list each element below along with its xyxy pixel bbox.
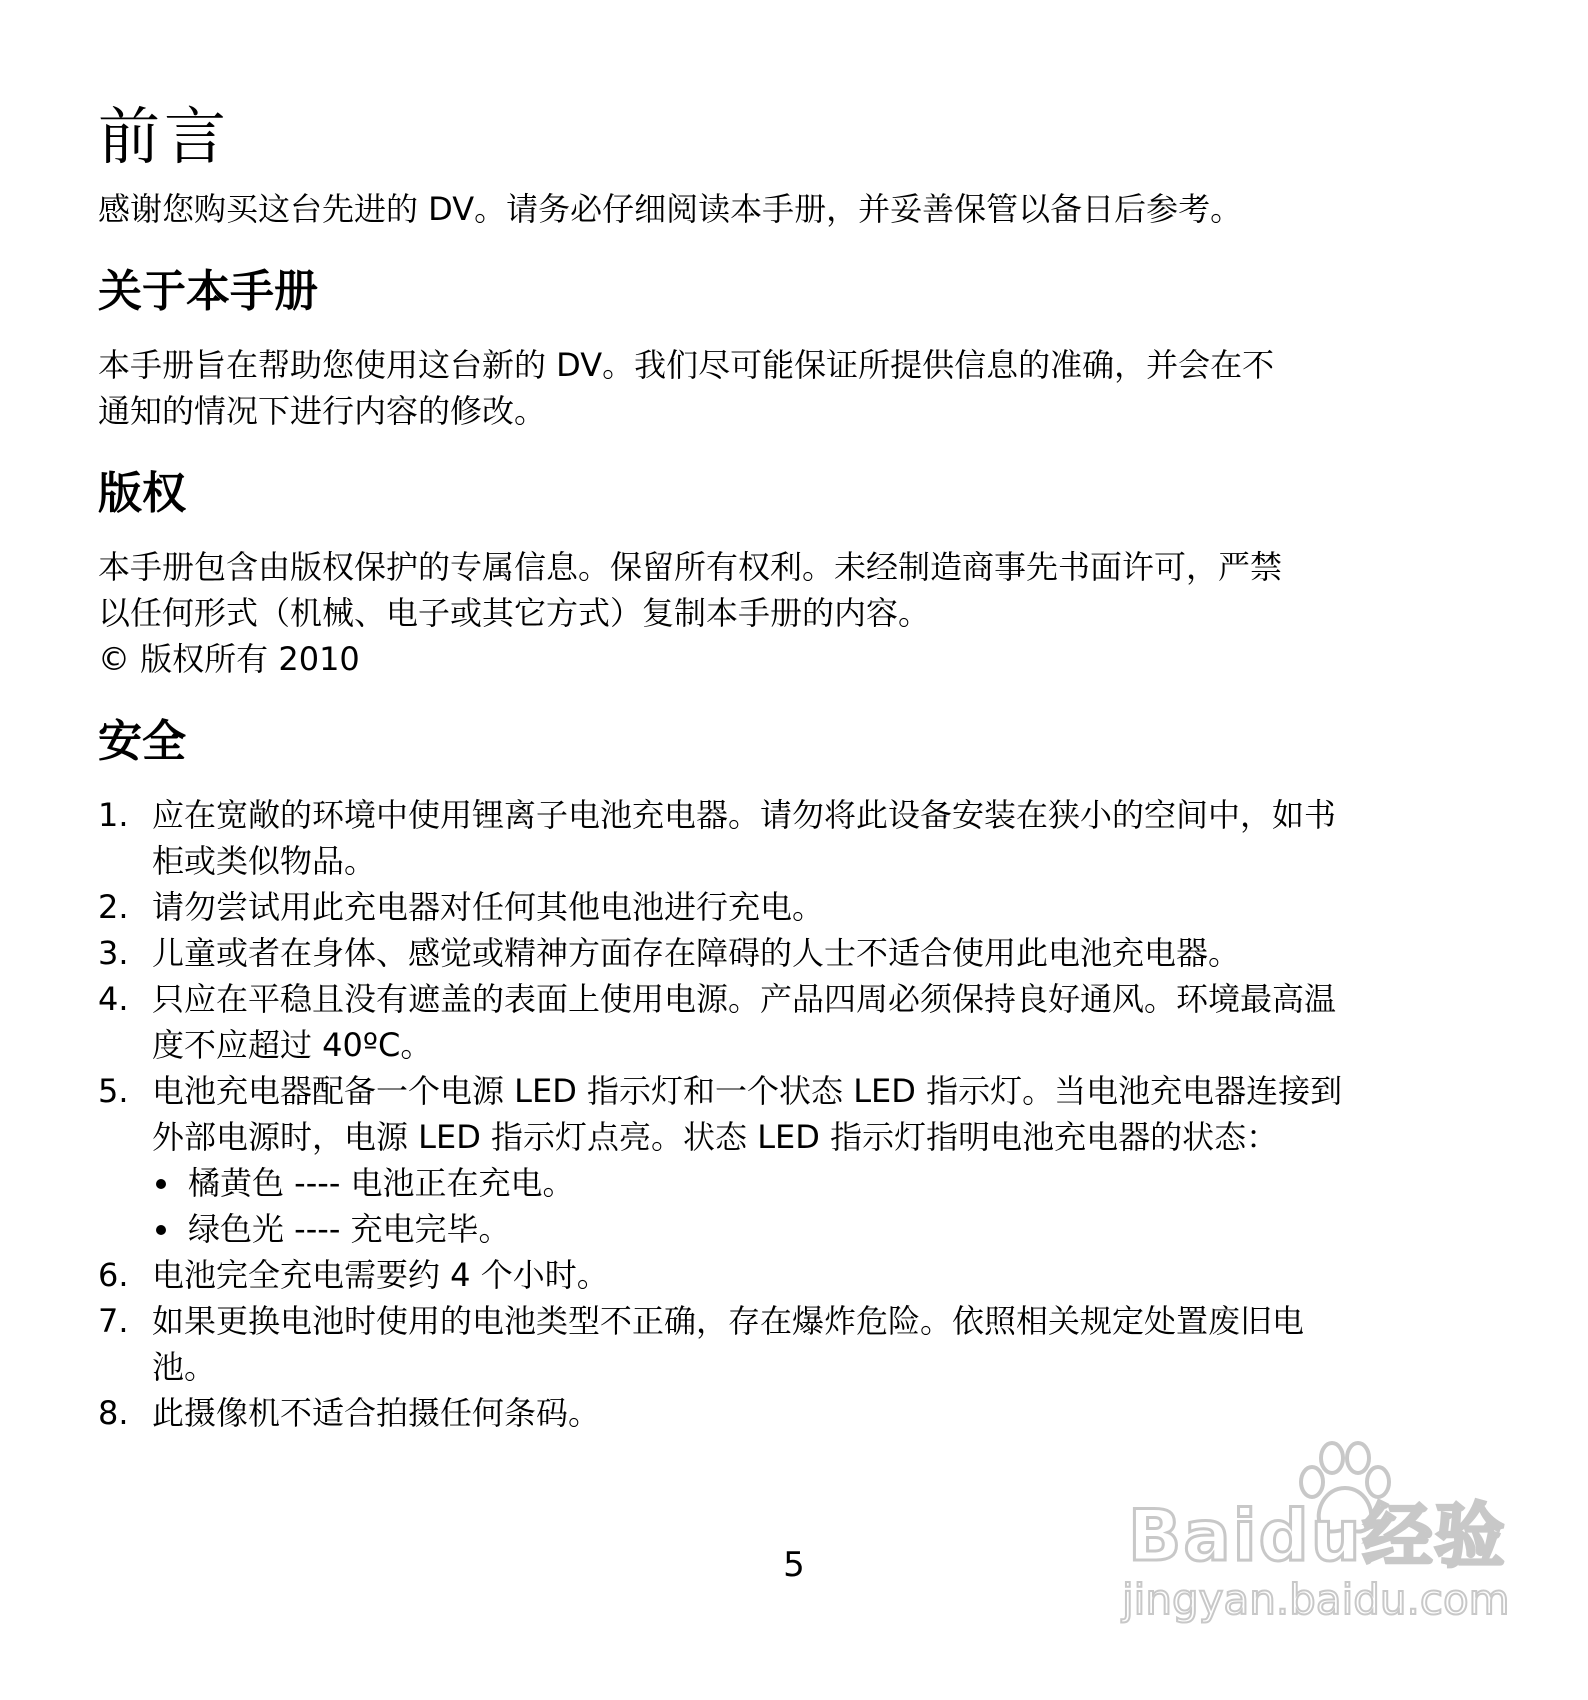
bullet-item <box>152 1160 1518 1206</box>
watermark-site-text: jingyan.baidu.com <box>1122 1575 1510 1624</box>
bullet-icon <box>156 1179 166 1189</box>
copyright-body <box>98 544 1518 682</box>
safety-item <box>98 1390 1518 1436</box>
item-line: 如果更换电池时使用的电池类型不正确，存在爆炸危险。依照相关规定处置废旧电 <box>152 1302 1305 1340</box>
bullet-text: 橘黄色 ---- 电池正在充电。 <box>188 1164 575 1202</box>
copyright-line: 以任何形式（机械、电子或其它方式）复制本手册的内容。 <box>98 594 931 632</box>
bullet-item <box>152 1206 1518 1252</box>
page-number: 5 <box>783 1545 805 1585</box>
bullet-icon <box>156 1225 166 1235</box>
item-line: 电池完全充电需要约 4 个小时。 <box>152 1256 609 1294</box>
item-number: 1. <box>98 796 129 834</box>
safety-item <box>98 930 1518 976</box>
safety-item <box>98 1252 1518 1298</box>
item-number: 3. <box>98 934 129 972</box>
about-line: 本手册旨在帮助您使用这台新的 DV。我们尽可能保证所提供信息的准确，并会在不 <box>98 346 1275 384</box>
item-line: 应在宽敞的环境中使用锂离子电池充电器。请勿将此设备安装在狭小的空间中，如书 <box>152 796 1337 834</box>
item-line: 此摄像机不适合拍摄任何条码。 <box>152 1394 601 1432</box>
preface-text: 感谢您购买这台先进的 DV。请务必仔细阅读本手册，并妥善保管以备日后参考。 <box>98 190 1243 228</box>
safety-item <box>98 792 1518 884</box>
item-line: 池。 <box>152 1348 217 1386</box>
item-line: 外部电源时，电源 LED 指示灯点亮。状态 LED 指示灯指明电池充电器的状态： <box>152 1118 1279 1156</box>
safety-heading: 安全 <box>98 716 186 767</box>
item-line: 只应在平稳且没有遮盖的表面上使用电源。产品四周必须保持良好通风。环境最高温 <box>152 980 1337 1018</box>
safety-item <box>98 1068 1518 1252</box>
safety-item <box>98 976 1518 1068</box>
preface-heading: 前言 <box>98 100 231 173</box>
item-line: 请勿尝试用此充电器对任何其他电池进行充电。 <box>152 888 825 926</box>
item-line: 电池充电器配备一个电源 LED 指示灯和一个状态 LED 指示灯。当电池充电器连接到 <box>152 1072 1343 1110</box>
status-bullet-list <box>152 1160 1518 1252</box>
item-number: 7. <box>98 1302 129 1340</box>
document-page <box>98 98 1518 1436</box>
item-line: 柜或类似物品。 <box>152 842 377 880</box>
copyright-line: 本手册包含由版权保护的专属信息。保留所有权利。未经制造商事先书面许可，严禁 <box>98 548 1283 586</box>
item-line: 度不应超过 40ºC。 <box>152 1026 433 1064</box>
safety-item <box>98 884 1518 930</box>
item-number: 6. <box>98 1256 129 1294</box>
item-number: 8. <box>98 1394 129 1432</box>
copyright-notice: © 版权所有 2010 <box>98 640 360 678</box>
item-number: 5. <box>98 1072 129 1110</box>
safety-item <box>98 1298 1518 1390</box>
bullet-text: 绿色光 ---- 充电完毕。 <box>188 1210 511 1248</box>
safety-list <box>98 792 1518 1436</box>
about-manual-heading: 关于本手册 <box>98 266 318 317</box>
about-manual-body <box>98 342 1518 434</box>
item-number: 4. <box>98 980 129 1018</box>
item-number: 2. <box>98 888 129 926</box>
about-line: 通知的情况下进行内容的修改。 <box>98 392 547 430</box>
baidu-watermark <box>1120 1440 1520 1640</box>
watermark-logo-text: Baidu经验 <box>1128 1495 1507 1577</box>
item-line: 儿童或者在身体、感觉或精神方面存在障碍的人士不适合使用此电池充电器。 <box>152 934 1241 972</box>
copyright-heading: 版权 <box>98 468 186 519</box>
